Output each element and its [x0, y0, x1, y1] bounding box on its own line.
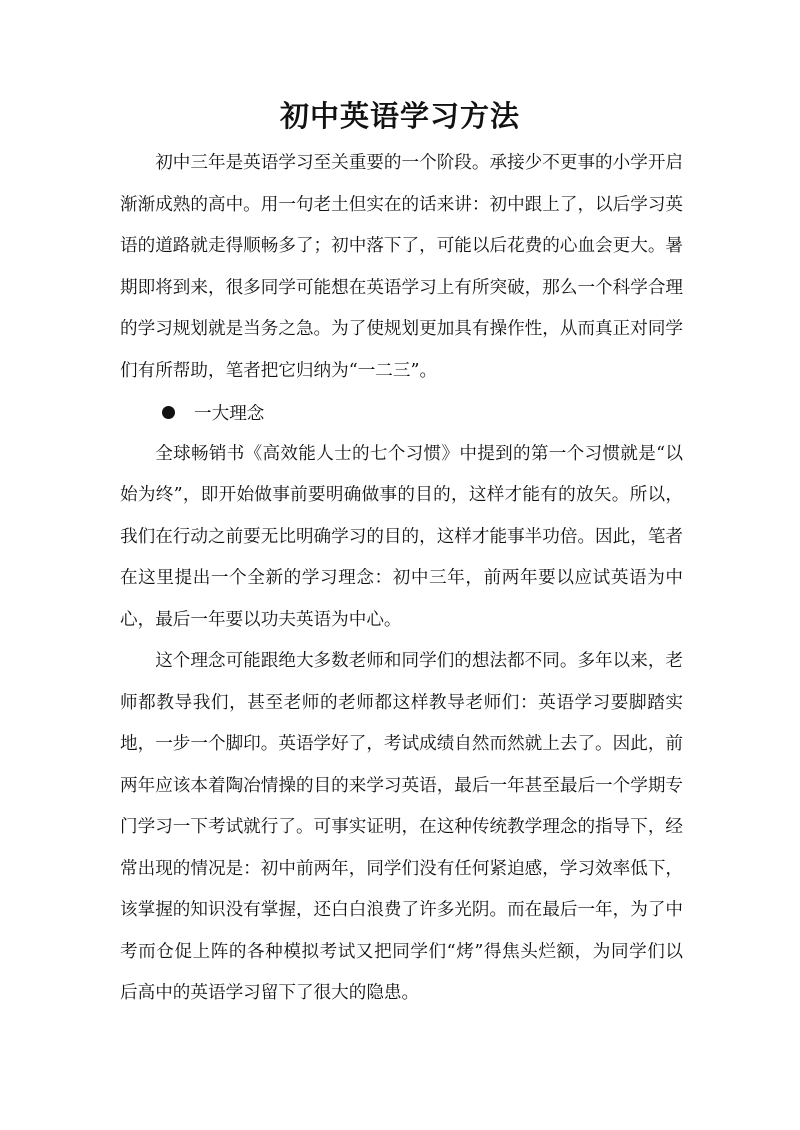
- document-body: [120, 143, 683, 1015]
- intro-paragraph: 初中三年是英语学习至关重要的一个阶段。承接少不更事的小学开启渐渐成熟的高中。用一句老土但实在的话来讲：初中跟上了，以后学习英语的道路就走得顺畅多了；初中落下了，可能以后花费的心血会更大。暑期即将到来，很多同学可能想在英语学习上有所突破，那么一个科学合理的学习规划就是当务之急。为了使规划更加具有操作性，从而真正对同学们有所帮助，笔者把它归纳为“一二三”。: [120, 153, 684, 381]
- bullet-icon: [162, 406, 175, 419]
- section-paragraph: 这个理念可能跟绝大多数老师和同学们的想法都不同。多年以来，老师都教导我们，甚至老师的老师都这样教导老师们：英语学习要脚踏实地，一步一个脚印。英语学好了，考试成绩自然而然就上去了。因此，前两年应该本着陶冶情操的目的来学习英语，最后一年甚至最后一个学期专门学习一下考试就行了。可事实证明，在这种传统教学理念的指导下，经常出现的情况是：初中前两年，同学们没有任何紧迫感，学习效率低下，该掌握的知识没有掌握，还白白浪费了许多光阴。而在最后一年，为了中考而仓促上阵的各种模拟考试又把同学们“烤”得焦头烂额，为同学们以后高中的英语学习留下了很大的隐患。: [120, 651, 684, 1003]
- section-heading-text: 一大理念: [194, 404, 265, 425]
- section-heading: [120, 392, 683, 434]
- document-title: 初中英语学习方法: [279, 99, 520, 133]
- section-paragraph: 全球畅销书《高效能人士的七个习惯》中提到的第一个习惯就是“以始为终”，即开始做事前要明确做事的目的，这样才能有的放矢。所以，我们在行动之前要无比明确学习的目的，这样才能事半功倍。因此，笔者在这里提出一个全新的学习理念：初中三年，前两年要以应试英语为中心，最后一年要以功夫英语为中心。: [120, 443, 684, 630]
